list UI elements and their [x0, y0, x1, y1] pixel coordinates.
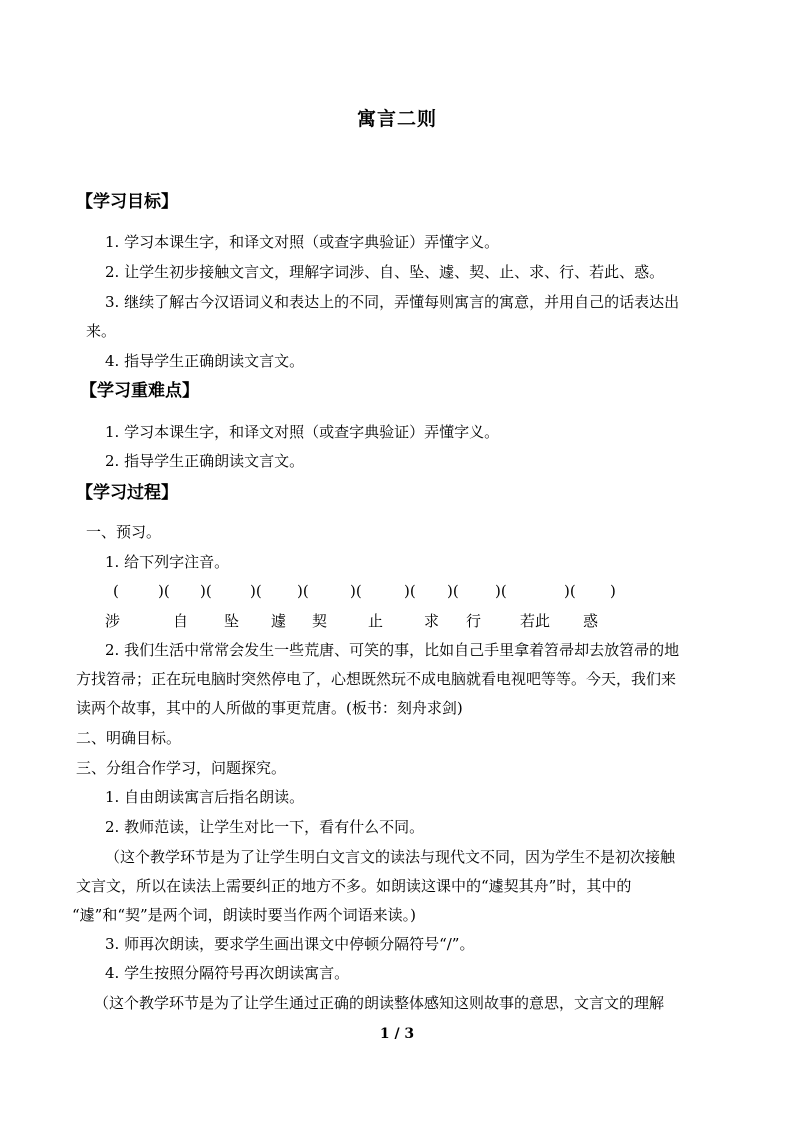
pinyin-blanks-row	[0, 582, 794, 602]
study-item-3: 3. 师再次朗读，要求学生画出课文中停顿分隔符号“/”。	[105, 935, 475, 953]
goals-item-3: 3. 继续了解古今汉语词义和表达上的不同，弄懂每则寓言的寓意，并用自己的话表达出	[105, 293, 680, 311]
char-zi: 自	[173, 612, 189, 630]
section-preview: 一、预习。	[86, 523, 162, 541]
char-ruoci: 若此	[520, 612, 551, 630]
char-zhui: 坠	[224, 612, 240, 630]
document-title: 寓言二则	[356, 108, 437, 130]
pinyin-blank: )	[610, 582, 616, 600]
page-number: 1 / 3	[379, 1026, 415, 1042]
process-heading: 【学习过程】	[76, 483, 178, 503]
note-1-line-2: 文言文，所以在读法上需要纠正的地方不多。如朗读这课中的“遽契其舟”时，其中的	[76, 877, 632, 895]
char-she: 涉	[105, 612, 121, 630]
char-zhi: 止	[368, 612, 384, 630]
pinyin-blank: )(	[158, 582, 170, 600]
study-item-4: 4. 学生按照分隔符号再次朗读寓言。	[105, 964, 350, 982]
pinyin-blank: )(	[200, 582, 212, 600]
preview-item-1: 1. 给下列字注音。	[105, 553, 230, 571]
goals-item-3-cont: 来。	[86, 322, 117, 340]
pinyin-blank: )(	[297, 582, 309, 600]
pinyin-blank: )(	[404, 582, 416, 600]
chars-row	[0, 610, 794, 630]
goals-item-2: 2. 让学生初步接触文言文，理解字词涉、自、坠、遽、契、止、求、行、若此、惑。	[105, 263, 665, 281]
keypoints-item-1: 1. 学习本课生字，和译文对照（或查字典验证）弄懂字义。	[105, 423, 500, 441]
goals-heading: 【学习目标】	[76, 192, 178, 212]
study-item-2: 2. 教师范读，让学生对比一下，看有什么不同。	[105, 818, 425, 836]
pinyin-blank: )(	[564, 582, 576, 600]
char-huo: 惑	[583, 612, 599, 630]
preview-item-2-line-1: 2. 我们生活中常常会发生一些荒唐、可笑的事，比如自己手里拿着笤帚却去放笤帚的地	[105, 641, 680, 659]
char-ju: 遽	[271, 612, 287, 630]
char-qiu: 求	[424, 612, 440, 630]
section-goals: 二、明确目标。	[76, 729, 182, 747]
goals-item-1: 1. 学习本课生字，和译文对照（或查字典验证）弄懂字义。	[105, 233, 500, 251]
note-1-line-1: （这个教学环节是为了让学生明白文言文的读法与现代文不同，因为学生不是初次接触	[105, 848, 676, 866]
preview-item-2-line-2: 方找笤帚；正在玩电脑时突然停电了，心想既然玩不成电脑就看电视吧等等。今天，我们来	[76, 670, 677, 688]
goals-item-4: 4. 指导学生正确朗读文言文。	[105, 352, 305, 370]
keypoints-heading: 【学习重难点】	[80, 381, 199, 401]
pinyin-blank: )(	[495, 582, 507, 600]
note-2-line-1: （这个教学环节是为了让学生通过正确的朗读整体感知这则故事的意思，文言文的理解	[94, 994, 665, 1012]
section-group-study: 三、分组合作学习，问题探究。	[76, 759, 287, 777]
pinyin-blank: )(	[350, 582, 362, 600]
pinyin-blank: (	[113, 582, 119, 600]
preview-item-2-line-3: 读两个故事，其中的人所做的事更荒唐。(板书：刻舟求剑)	[76, 699, 463, 717]
study-item-1: 1. 自由朗读寓言后指名朗读。	[105, 788, 305, 806]
note-1-line-3: “遽”和“契”是两个词，朗读时要当作两个词语来读。)	[72, 906, 417, 924]
pinyin-blank: )(	[447, 582, 459, 600]
char-xing: 行	[466, 612, 482, 630]
pinyin-blank: )(	[250, 582, 262, 600]
keypoints-item-2: 2. 指导学生正确朗读文言文。	[105, 452, 305, 470]
char-qi: 契	[312, 612, 328, 630]
